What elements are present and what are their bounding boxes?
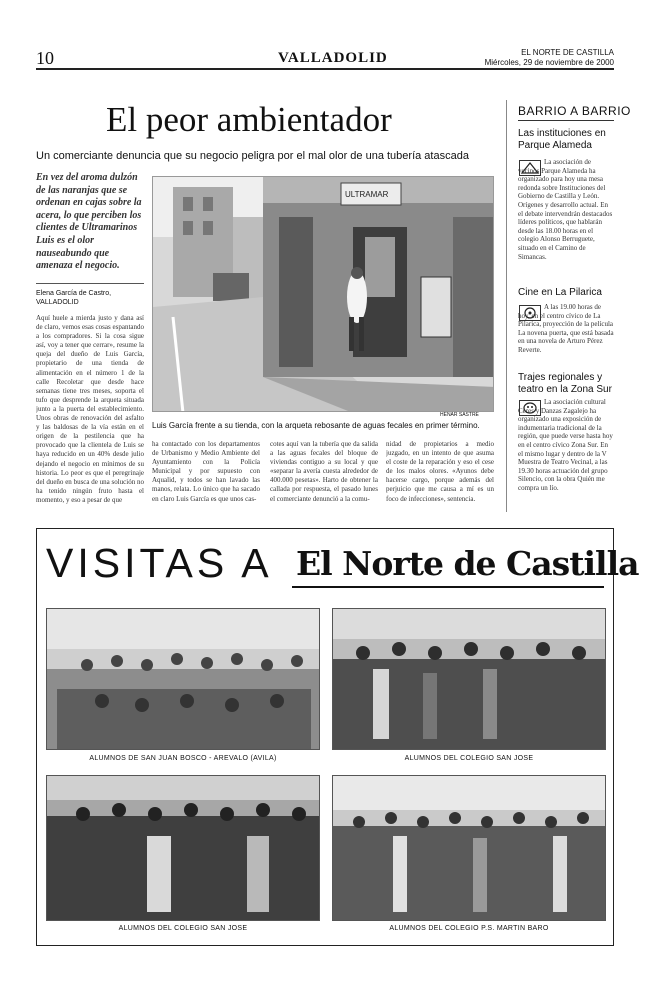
- sidebar-rule: [518, 120, 614, 121]
- section-title: VALLADOLID: [278, 50, 388, 66]
- photo-credit: HENAR SASTRE: [440, 412, 479, 418]
- article-byline: [36, 289, 144, 307]
- article-photo: [152, 176, 494, 412]
- sidebar-item-heading: Trajes regionales y teatro en la Zona Sur: [518, 372, 612, 395]
- sidebar-item-text: La asociación cultural Ceres y Danzas Zagalejo ha organizado una exposición de indumentaria tradicional de la región, que puede verse hasta hoy en el centro cívico Zona Sur. En el mismo lugar y dentro de la V Muestra de Teatro Vecinal, a las 19.30 horas actuación del grupo Silencio, con la obra Quién me compra un lío.: [518, 398, 613, 492]
- visit-photo: [332, 608, 606, 750]
- column-separator: [506, 100, 507, 512]
- shop-sign: ULTRAMAR: [345, 190, 389, 199]
- lede-rule: [36, 283, 144, 284]
- newspaper-name: EL NORTE DE CASTILLA: [521, 48, 614, 57]
- group-photo-image: [333, 776, 606, 921]
- page-number: 10: [36, 48, 54, 68]
- visit-photo: [332, 775, 606, 921]
- article-column-3: cotes aquí van la tubería que da salida a las aguas fecales del bloque de viviendas contiguo a su local y que «separar la avería cuesta alrededor de 400.000 pesetas». Harto de obtener la callada por respuesta, el pasado lunes el comerciante denunció a la comu-: [270, 440, 378, 503]
- sidebar-item-heading: Cine en La Pilarica: [518, 287, 602, 298]
- visit-photo: [46, 608, 320, 750]
- sidebar-item-text: La asociación de vecinos Parque Alameda ha organizado para hoy una mesa redonda sobre Instituciones del Gobierno de Castilla y León. Orígenes y desarrollo actual. En el debate intervendrán destacados líderes políticos, que hablarán desde las 18.00 horas en el colegio Alonso Berruguete, situado en el Camino de Simancas.: [518, 158, 613, 261]
- sidebar-item-heading: Las instituciones en Parque Alameda: [518, 128, 606, 151]
- group-photo-image: [47, 609, 320, 750]
- article-column-2: ha contactado con los departamentos de Urbanismo y Medio Ambiente del Ayuntamiento con la Policía Municipal y por supuesto con Aqualid, y todos se han lavado las manos, relata. Lo único que ha sacado en claro Luis García es que unos cas-: [152, 440, 260, 503]
- sidebar-item-text: A las 19.00 horas de hoy, en el centro cívico de La Pilarica, proyección de la película La novena puerta, que está basada en una novela de Arturo Pérez Reverte.: [518, 303, 614, 354]
- visits-title: VISITAS A: [46, 540, 273, 586]
- byline-place: VALLADOLID: [36, 299, 79, 306]
- photo-caption: Luis García frente a su tienda, con la arqueta rebosante de aguas fecales en primer término.: [152, 421, 480, 430]
- group-photo-image: [333, 609, 606, 750]
- article-headline: El peor ambientador: [106, 100, 392, 139]
- visit-photo-caption: ALUMNOS DEL COLEGIO SAN JOSE: [404, 755, 534, 762]
- byline-name: Elena García de Castro,: [36, 290, 112, 297]
- article-column-4: nidad de propietarios a medio juzgado, en un intento de que asuma el coste de la reparación y eso el cese de los malos olores. «Ayunos debe hacerse cargo, porque además del perjuicio que me causa a mí es un foco de infecciones», sentencia.: [386, 440, 494, 503]
- visit-photo-caption: ALUMNOS DE SAN JUAN BOSCO - AREVALO (AVILA): [89, 755, 277, 762]
- masthead-logo: El Norte de Castilla: [296, 544, 639, 583]
- masthead-rule: [292, 586, 604, 588]
- article-column-1: Aquí huele a mierda justo y dana así de claro, vemos esas cosas espantando a los compradores. Si la cosa sigue así, voy a tener que cerrar», resume la queja del dueño de Luis García, propietario de una tienda de alimentación en el número 1 de la calle Recoletar que desde hace semanas tiene tres meses, soporta el tufo que desprende la arqueta situada junto a la puerta del establecimiento. Unos obras de renovación del asfalto y las baldosas de la vía están en el origen de la pestilencia que ha provocado que la clientela de Luis se haya reducido en un 40% desde julio dejando el negocio en mínimos de su historia. Lo peor es que el peregrinaje del dueño en busca de una solución no ha tenido ningún fruto hasta el momento, y eso a pesar de que: [36, 314, 144, 504]
- visit-photo: [46, 775, 320, 921]
- visit-photo-caption: ALUMNOS DEL COLEGIO P.S. MARTIN BARO: [389, 925, 549, 932]
- group-photo-image: [47, 776, 320, 921]
- issue-date: Miércoles, 29 de noviembre de 2000: [484, 58, 614, 67]
- visit-photo-caption: ALUMNOS DEL COLEGIO SAN JOSE: [118, 925, 248, 932]
- sidebar-title: BARRIO A BARRIO: [518, 104, 631, 118]
- newspaper-info: [485, 48, 614, 68]
- article-lede: En vez del aroma dulzón de las naranjas que se ordenan en cajas sobre la acera, lo que perciben los clientes de Ultramarinos Luis es el olor nauseabundo que amenaza el negocio.: [36, 172, 142, 272]
- article-subhead: Un comerciante denuncia que su negocio peligra por el mal olor de una tubería atascada: [36, 150, 469, 162]
- street-shop-image: [153, 177, 494, 412]
- header-rule: [36, 68, 614, 70]
